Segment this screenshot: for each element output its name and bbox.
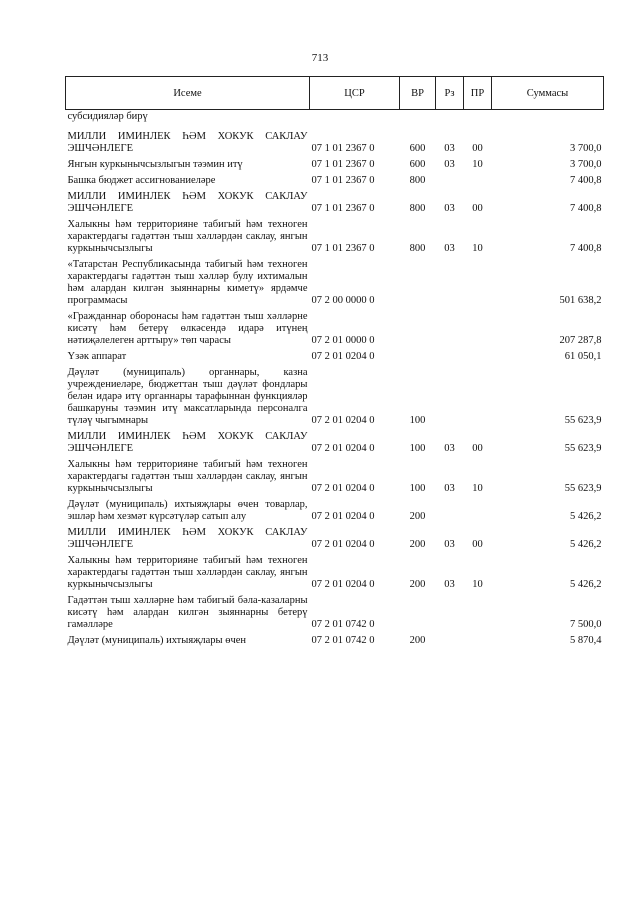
cell-sum: 55 623,9 [564, 483, 602, 494]
cell-sum: 7 500,0 [570, 619, 602, 630]
cell-pr: 00 [472, 143, 483, 154]
cell-rz: 03 [444, 539, 455, 550]
cell-rz: 03 [444, 443, 455, 454]
cell-csr: 07 1 01 2367 0 [311, 159, 375, 170]
cell-sum: 207 287,8 [559, 335, 602, 346]
table-row [66, 155, 604, 171]
table-row [66, 255, 604, 307]
cell-csr: 07 2 01 0204 0 [311, 351, 375, 362]
cell-pr [464, 110, 492, 124]
cell-sum: 5 426,2 [570, 579, 602, 590]
cell-vr: 800 [409, 243, 426, 254]
cell-sum [492, 110, 604, 124]
cell-csr: 07 2 01 0204 0 [311, 579, 375, 590]
cell-pr [464, 363, 492, 427]
cell-rz [436, 255, 464, 307]
cell-vr: 800 [409, 203, 426, 214]
cell-rz: 03 [444, 159, 455, 170]
cell-csr: 07 2 01 0204 0 [311, 443, 375, 454]
cell-name: Дәүләт (муниципаль) органнары, казна учреждениеләре, бюджеттан тыш дәүләт фондлары белән идарә итү органнары тарафыннан функцияләр башкаруны тәэмин итү максатларында персоналга түләү чыгымнары [67, 367, 308, 426]
header-sum: Суммасы [492, 77, 604, 110]
table-row [66, 307, 604, 347]
cell-pr: 00 [472, 203, 483, 214]
cell-rz: 03 [444, 579, 455, 590]
header-csr: ЦСР [310, 77, 400, 110]
cell-pr: 10 [472, 579, 483, 590]
cell-name: субсидияләр бирү [67, 111, 148, 122]
table-body [66, 110, 604, 648]
cell-sum: 501 638,2 [559, 295, 602, 306]
cell-pr [464, 307, 492, 347]
cell-vr [400, 307, 436, 347]
cell-csr: 07 2 01 0742 0 [311, 635, 375, 646]
header-rz: Рз [436, 77, 464, 110]
cell-vr: 100 [409, 415, 426, 426]
header-vr: ВР [400, 77, 436, 110]
cell-vr: 100 [409, 483, 426, 494]
table-row [66, 110, 604, 124]
table-row [66, 551, 604, 591]
cell-sum: 7 400,8 [570, 203, 602, 214]
table-row [66, 215, 604, 255]
cell-csr: 07 2 01 0204 0 [311, 511, 375, 522]
cell-name: Янгын куркынычсызлыгын тәэмин итү [67, 159, 243, 170]
cell-sum: 7 400,8 [570, 175, 602, 186]
cell-sum: 7 400,8 [570, 243, 602, 254]
cell-csr [310, 110, 400, 124]
cell-rz [436, 591, 464, 631]
cell-vr [400, 110, 436, 124]
budget-table [65, 76, 604, 647]
cell-name: Дәүләт (муниципаль) ихтыяҗлары өчен [67, 635, 247, 646]
cell-name: «Татарстан Республикасында табигый һәм техноген характердагы гадәттән тыш хәлләр булу ихтималын һәм алардан килгән зыяннарны киметү» ярдәмче программасы [67, 259, 308, 306]
cell-vr: 200 [409, 579, 426, 590]
cell-csr: 07 2 01 0204 0 [311, 483, 375, 494]
cell-sum: 5 870,4 [570, 635, 602, 646]
cell-rz: 03 [444, 143, 455, 154]
cell-pr: 00 [472, 539, 483, 550]
cell-rz [436, 171, 464, 187]
cell-rz: 03 [444, 243, 455, 254]
cell-csr: 07 1 01 2367 0 [311, 175, 375, 186]
cell-sum: 5 426,2 [570, 511, 602, 522]
page-number: 713 [311, 52, 329, 64]
cell-vr: 800 [409, 175, 426, 186]
table-row [66, 591, 604, 631]
cell-vr: 600 [409, 143, 426, 154]
header-name: Исеме [66, 77, 310, 110]
cell-rz [436, 110, 464, 124]
cell-pr: 10 [472, 483, 483, 494]
cell-pr [464, 255, 492, 307]
cell-pr [464, 171, 492, 187]
cell-pr [464, 347, 492, 363]
cell-csr: 07 1 01 2367 0 [311, 203, 375, 214]
cell-vr [400, 591, 436, 631]
cell-name: Гадәттән тыш хәлләрне һәм табигый бәла-казаларны кисәтү һәм алардан килгән зыяннарны бетерү гамәлләре [67, 595, 308, 630]
cell-csr: 07 2 01 0204 0 [311, 539, 375, 550]
cell-name: МИЛЛИ ИМИНЛЕК ҺӘМ ХОКУК САКЛАУ ЭШЧӘНЛЕГЕ [67, 191, 308, 214]
cell-name: Үзәк аппарат [67, 351, 127, 362]
cell-rz [436, 307, 464, 347]
cell-sum: 55 623,9 [564, 415, 602, 426]
cell-vr: 100 [409, 443, 426, 454]
table-row [66, 427, 604, 455]
cell-csr: 07 1 01 2367 0 [311, 143, 375, 154]
table-row [66, 123, 604, 155]
cell-rz [436, 363, 464, 427]
cell-sum: 5 426,2 [570, 539, 602, 550]
cell-sum: 55 623,9 [564, 443, 602, 454]
cell-csr: 07 2 01 0204 0 [311, 415, 375, 426]
cell-sum: 61 050,1 [564, 351, 602, 362]
table-row [66, 495, 604, 523]
cell-vr: 200 [409, 635, 426, 646]
cell-rz [436, 347, 464, 363]
cell-sum: 3 700,0 [570, 159, 602, 170]
cell-pr: 10 [472, 243, 483, 254]
cell-vr: 600 [409, 159, 426, 170]
cell-csr: 07 1 01 2367 0 [311, 243, 375, 254]
cell-name: Дәүләт (муниципаль) ихтыяҗлары өчен товарлар, эшләр һәм хезмәт күрсәтүләр сатып алу [67, 499, 308, 522]
cell-sum: 3 700,0 [570, 143, 602, 154]
cell-rz [436, 631, 464, 647]
cell-csr: 07 2 01 0742 0 [311, 619, 375, 630]
table-row [66, 455, 604, 495]
cell-vr: 200 [409, 539, 426, 550]
cell-pr [464, 591, 492, 631]
cell-vr [400, 255, 436, 307]
cell-rz: 03 [444, 203, 455, 214]
table-row [66, 187, 604, 215]
table-row [66, 171, 604, 187]
cell-name: МИЛЛИ ИМИНЛЕК ҺӘМ ХОКУК САКЛАУ ЭШЧӘНЛЕГЕ [67, 131, 308, 154]
cell-rz: 03 [444, 483, 455, 494]
cell-rz [436, 495, 464, 523]
cell-pr [464, 631, 492, 647]
cell-pr [464, 495, 492, 523]
table-header [66, 77, 604, 110]
cell-csr: 07 2 00 0000 0 [311, 295, 375, 306]
cell-vr [400, 347, 436, 363]
table-row [66, 523, 604, 551]
cell-name: МИЛЛИ ИМИНЛЕК ҺӘМ ХОКУК САКЛАУ ЭШЧӘНЛЕГЕ [67, 527, 308, 550]
header-pr: ПР [464, 77, 492, 110]
table-row [66, 363, 604, 427]
cell-pr: 10 [472, 159, 483, 170]
cell-name: «Гражданнар оборонасы һәм гадәттән тыш хәлләрне кисәтү һәм бетерү өлкәсендә идарә итүнең нәтиҗәлелеген арттыру» төп чарасы [67, 311, 308, 346]
cell-name: Башка бюджет ассигнованиеләре [67, 175, 216, 186]
cell-vr: 200 [409, 511, 426, 522]
cell-name: Халыкны һәм территорияне табигый һәм техноген характердагы гадәттән тыш хәлләрдән саклау, янгын куркынычсызлыгы [67, 459, 308, 494]
cell-name: Халыкны һәм территорияне табигый һәм техноген характердагы гадәттән тыш хәлләрдән саклау, янгын куркынычсызлыгы [67, 555, 308, 590]
cell-csr: 07 2 01 0000 0 [311, 335, 375, 346]
header-row [66, 77, 604, 110]
table-row [66, 347, 604, 363]
cell-pr: 00 [472, 443, 483, 454]
table-row [66, 631, 604, 647]
cell-name: МИЛЛИ ИМИНЛЕК ҺӘМ ХОКУК САКЛАУ ЭШЧӘНЛЕГЕ [67, 431, 308, 454]
cell-name: Халыкны һәм территорияне табигый һәм техноген характердагы гадәттән тыш хәлләрдән саклау, янгын куркынычсызлыгы [67, 219, 308, 254]
